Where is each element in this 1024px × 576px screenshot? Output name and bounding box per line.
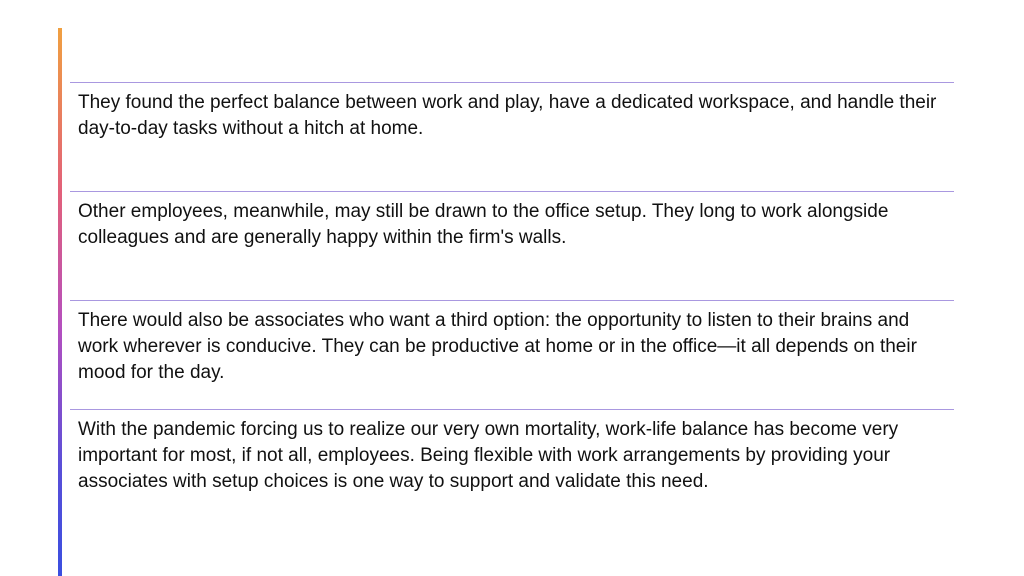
text-block-2 <box>70 191 954 300</box>
accent-bar <box>58 28 62 576</box>
paragraph-1: They found the perfect balance between work and play, have a dedicated workspace, and handle their day-to-day tasks without a hitch at home. <box>78 92 937 139</box>
paragraph-4: With the pandemic forcing us to realize our very own mortality, work-life balance has become very important for most, if not all, employees. Being flexible with work arrangements by providing your associates with setup choices is one way to support and validate this need. <box>78 419 899 492</box>
text-block-4 <box>70 409 954 518</box>
text-block-1 <box>70 82 954 191</box>
slide-content <box>70 82 954 518</box>
paragraph-3: There would also be associates who want a third option: the opportunity to listen to their brains and work wherever is conducive. They can be productive at home or in the office—it all depends on their mood for the day. <box>78 310 917 383</box>
paragraph-2: Other employees, meanwhile, may still be drawn to the office setup. They long to work alongside colleagues and are generally happy within the firm's walls. <box>78 201 889 248</box>
text-block-3 <box>70 300 954 409</box>
